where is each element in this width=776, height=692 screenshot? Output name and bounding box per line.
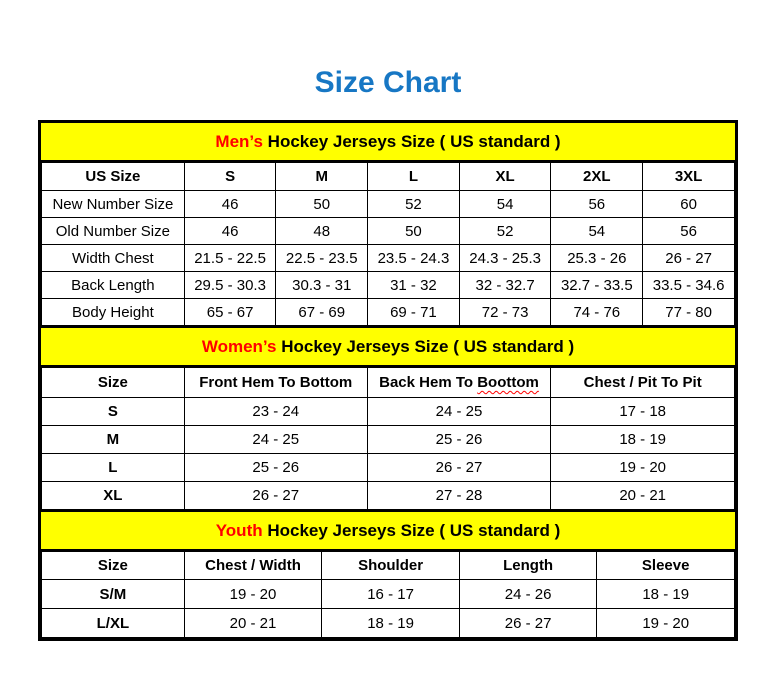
youth-col-chest-width: Chest / Width [184,552,322,580]
womens-col-chest: Chest / Pit To Pit [551,368,735,398]
mens-row-label: Width Chest [42,245,185,272]
table-row [42,426,735,454]
table-cell: 17 - 18 [551,398,735,426]
table-cell: 56 [551,191,643,218]
womens-row-label: S [42,398,185,426]
youth-col-size: Size [42,552,185,580]
mens-section-header-highlight: Men’s [215,132,263,151]
table-cell: 20 - 21 [184,609,322,638]
table-cell: 72 - 73 [459,299,551,326]
table-row [42,191,735,218]
youth-size-table [41,551,735,638]
table-cell: 20 - 21 [551,482,735,510]
womens-col-size: Size [42,368,185,398]
table-cell: 48 [276,218,368,245]
table-cell: 77 - 80 [643,299,735,326]
youth-row-label: S/M [42,580,185,609]
table-row [42,609,735,638]
youth-section-header-rest: Hockey Jerseys Size ( US standard ) [262,521,561,540]
table-row [42,245,735,272]
table-cell: 25 - 26 [367,426,551,454]
womens-col-back-hem-prefix: Back Hem To [379,374,478,391]
table-cell: 24.3 - 25.3 [459,245,551,272]
mens-section-header [41,123,735,162]
table-row [42,299,735,326]
youth-col-length: Length [459,552,597,580]
table-cell: 54 [459,191,551,218]
womens-header-row [42,368,735,398]
mens-row-label: Old Number Size [42,218,185,245]
table-cell: 32.7 - 33.5 [551,272,643,299]
table-cell: 52 [368,191,460,218]
table-cell: 46 [184,218,276,245]
womens-col-front-hem: Front Hem To Bottom [184,368,367,398]
table-cell: 25.3 - 26 [551,245,643,272]
table-cell: 24 - 25 [367,398,551,426]
table-row [42,482,735,510]
youth-col-sleeve: Sleeve [597,552,735,580]
table-row [42,218,735,245]
table-cell: 19 - 20 [551,454,735,482]
womens-row-label: L [42,454,185,482]
mens-size-table [41,162,735,326]
table-cell: 56 [643,218,735,245]
table-cell: 18 - 19 [551,426,735,454]
youth-header-row [42,552,735,580]
table-cell: 19 - 20 [184,580,322,609]
womens-row-label: XL [42,482,185,510]
mens-col-xl: XL [459,163,551,191]
table-cell: 50 [276,191,368,218]
mens-row-label: Body Height [42,299,185,326]
table-cell: 24 - 26 [459,580,597,609]
table-cell: 24 - 25 [184,426,367,454]
womens-section-header [41,326,735,367]
table-cell: 74 - 76 [551,299,643,326]
table-cell: 19 - 20 [597,609,735,638]
youth-section-header [41,510,735,551]
table-cell: 16 - 17 [322,580,460,609]
womens-section-header-rest: Hockey Jerseys Size ( US standard ) [276,337,575,356]
youth-col-shoulder: Shoulder [322,552,460,580]
mens-row-label: New Number Size [42,191,185,218]
table-cell: 31 - 32 [368,272,460,299]
youth-row-label: L/XL [42,609,185,638]
table-cell: 33.5 - 34.6 [643,272,735,299]
mens-col-3xl: 3XL [643,163,735,191]
mens-col-us-size: US Size [42,163,185,191]
mens-section-header-rest: Hockey Jerseys Size ( US standard ) [262,132,561,151]
womens-col-back-hem [367,368,551,398]
table-cell: 21.5 - 22.5 [184,245,276,272]
table-cell: 26 - 27 [643,245,735,272]
youth-section-header-highlight: Youth [215,521,263,540]
table-row [42,454,735,482]
table-cell: 52 [459,218,551,245]
page-title: Size Chart [314,66,462,99]
table-cell: 29.5 - 30.3 [184,272,276,299]
table-cell: 32 - 32.7 [459,272,551,299]
mens-col-m: M [276,163,368,191]
table-cell: 50 [368,218,460,245]
table-cell: 23 - 24 [184,398,367,426]
table-cell: 69 - 71 [368,299,460,326]
table-cell: 26 - 27 [184,482,367,510]
table-cell: 46 [184,191,276,218]
table-cell: 18 - 19 [322,609,460,638]
table-cell: 54 [551,218,643,245]
size-chart-container [38,120,738,641]
table-cell: 65 - 67 [184,299,276,326]
table-cell: 26 - 27 [367,454,551,482]
mens-header-row [42,163,735,191]
mens-col-2xl: 2XL [551,163,643,191]
table-cell: 18 - 19 [597,580,735,609]
mens-row-label: Back Length [42,272,185,299]
womens-size-table [41,367,735,510]
table-cell: 60 [643,191,735,218]
table-cell: 27 - 28 [367,482,551,510]
table-cell: 25 - 26 [184,454,367,482]
table-cell: 67 - 69 [276,299,368,326]
table-row [42,580,735,609]
mens-col-l: L [368,163,460,191]
table-cell: 26 - 27 [459,609,597,638]
table-cell: 23.5 - 24.3 [368,245,460,272]
table-cell: 30.3 - 31 [276,272,368,299]
table-cell: 22.5 - 23.5 [276,245,368,272]
table-row [42,398,735,426]
table-row [42,272,735,299]
womens-row-label: M [42,426,185,454]
mens-col-s: S [184,163,276,191]
womens-col-back-hem-misspelled-word: Boottom [477,374,539,391]
womens-section-header-highlight: Women’s [201,337,277,356]
